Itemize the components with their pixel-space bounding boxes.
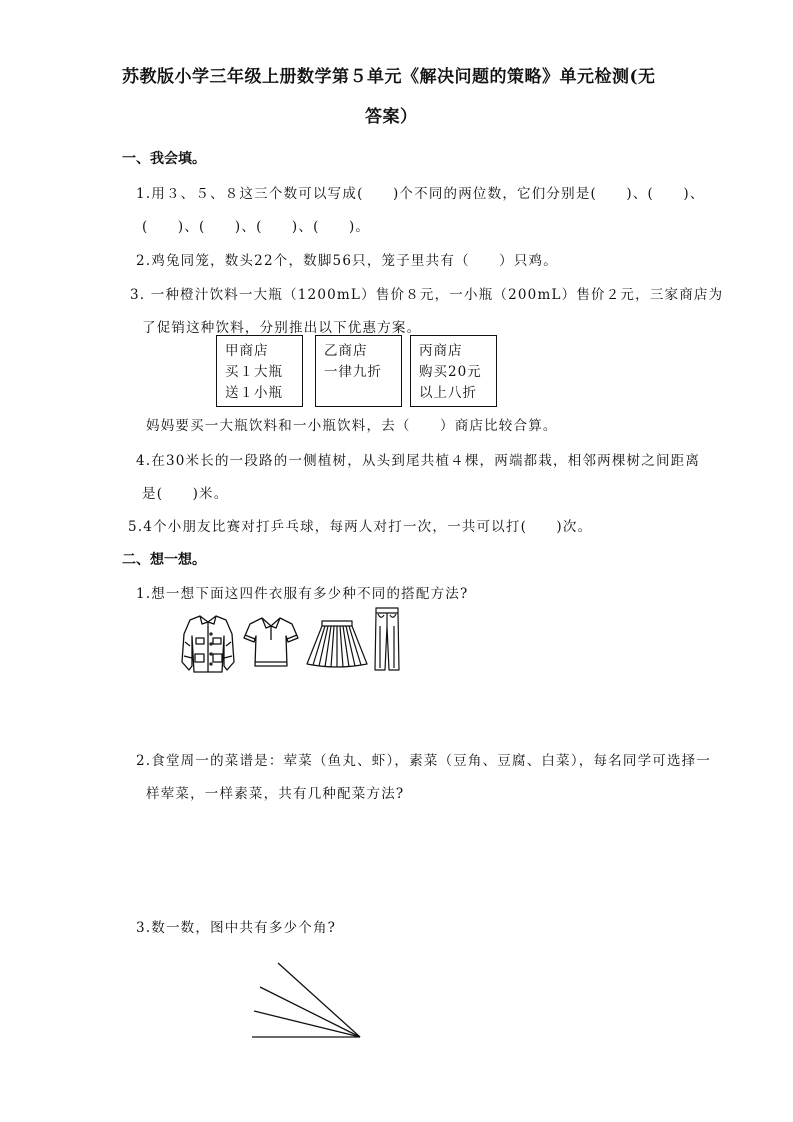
question-2-1: 1.想一想下面这四件衣服有多少种不同的搭配方法? xyxy=(136,586,469,602)
shop-yi-box xyxy=(315,335,402,407)
shop-jia-name: 甲商店 xyxy=(225,343,269,359)
question-1-2: 2.鸡兔同笼，数头22个，数脚56只，笼子里共有（ ）只鸡。 xyxy=(136,253,558,269)
question-1-1-line-1: 1.用３、５、８这三个数可以写成( )个不同的两位数，它们分别是( )、( )、 xyxy=(136,186,705,202)
shop-jia-offer-2: 送１小瓶 xyxy=(225,385,283,401)
shop-bing-box xyxy=(410,335,497,407)
angle-figure xyxy=(240,955,370,1045)
section-2-heading: 二、想一想。 xyxy=(122,552,206,568)
skirt-icon xyxy=(304,618,370,670)
page-title-line-2: 答案） xyxy=(365,107,418,127)
jacket-icon xyxy=(180,612,236,674)
question-1-4-line-2: 是( )米。 xyxy=(142,486,229,502)
shop-bing-name: 丙商店 xyxy=(419,343,463,359)
page-title-line-1: 苏教版小学三年级上册数学第５单元《解决问题的策略》单元检测(无 xyxy=(122,67,656,87)
question-1-3-line-1: 3. 一种橙汁饮料一大瓶（1200mL）售价８元，一小瓶（200mL）售价２元，三家商店为 xyxy=(130,287,724,303)
shop-yi-offer: 一律九折 xyxy=(324,364,382,380)
tshirt-icon xyxy=(242,614,300,670)
shop-jia-offer-1: 买１大瓶 xyxy=(225,364,283,380)
trousers-icon xyxy=(372,606,402,672)
question-1-1-line-2: ( )、( )、( )、( )。 xyxy=(142,219,371,235)
shop-bing-offer-2: 以上八折 xyxy=(419,385,477,401)
question-1-3-line-3: 妈妈要买一大瓶饮料和一小瓶饮料，去（ ）商店比较合算。 xyxy=(146,418,558,434)
question-2-2-line-2: 样荤菜，一样素菜，共有几种配菜方法? xyxy=(146,786,405,802)
question-1-3-line-2: 了促销这种饮料，分别推出以下优惠方案。 xyxy=(142,320,422,336)
shop-jia-box xyxy=(216,335,303,407)
shop-bing-offer-1: 购买20元 xyxy=(419,364,482,380)
shop-yi-name: 乙商店 xyxy=(324,343,368,359)
question-2-3: 3.数一数，图中共有多少个角? xyxy=(136,920,337,936)
section-1-heading: 一、我会填。 xyxy=(122,151,206,167)
question-2-2-line-1: 2.食堂周一的菜谱是：荤菜（鱼丸、虾），素菜（豆角、豆腐、白菜），每名同学可选择一 xyxy=(136,753,712,769)
question-1-4-line-1: 4.在30米长的一段路的一侧植树，从头到尾共植４棵，两端都栽，相邻两棵树之间距离 xyxy=(136,453,701,469)
question-1-5: 5.4个小朋友比赛对打乒乓球，每两人对打一次，一共可以打( )次。 xyxy=(128,519,593,535)
